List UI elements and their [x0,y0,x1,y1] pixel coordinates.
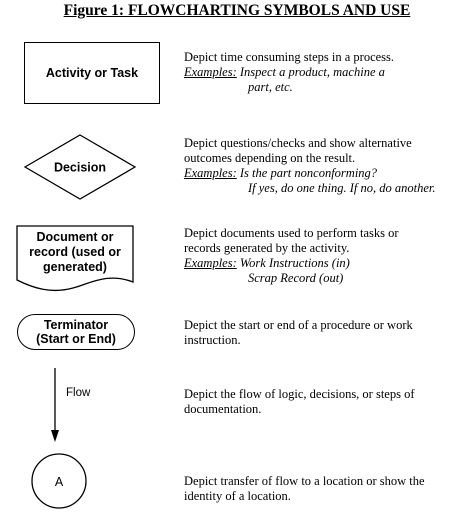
terminator-desc-line: instruction. [184,333,241,347]
activity-symbol [24,42,160,104]
document-symbol-label: record (used or [29,245,121,259]
flow-desc-line: Depict the flow of logic, decisions, or steps of [184,387,415,401]
document-examples-label: Examples: [184,256,237,270]
document-desc-line: records generated by the activity. [184,241,350,255]
decision-symbol-label: Decision [53,160,107,175]
activity-example-line: Inspect a product, machine a [239,65,385,79]
document-symbol-label: generated) [43,260,107,274]
document-desc-line: Depict documents used to perform tasks or [184,226,399,240]
terminator-symbol-label: Terminator [43,318,109,332]
decision-symbol [24,134,136,200]
flow-desc-line: documentation. [184,402,262,416]
activity-example-line: part, etc. [248,80,293,94]
terminator-symbol-label: (Start or End) [36,332,116,346]
terminator-description [184,318,470,348]
connector-desc-line: identity of a location. [184,489,291,503]
figure-title: Figure 1: FLOWCHARTING SYMBOLS AND USE [63,2,411,19]
activity-examples-label: Examples: [184,65,237,79]
activity-symbol-label: Activity or Task [45,66,139,80]
flow-description [184,387,470,417]
document-description [184,226,470,286]
terminator-desc-line: Depict the start or end of a procedure or work [184,318,413,332]
decision-desc-line: Depict questions/checks and show alternative [184,136,412,150]
connector-desc-line: Depict transfer of flow to a location or show the [184,474,425,488]
terminator-symbol [17,314,135,350]
connector-description [184,474,470,504]
decision-examples-label: Examples: [184,166,237,180]
flow-arrow-label: Flow [66,387,91,399]
document-symbol [15,224,135,296]
document-example-line: Scrap Record (out) [248,271,344,285]
connector-symbol-label: A [54,475,64,489]
decision-example-line: If yes, do one thing. If no, do another. [248,181,436,195]
connector-symbol [30,452,88,510]
document-symbol-label: Document or [36,230,114,244]
decision-example-line: Is the part nonconforming? [239,166,378,180]
decision-description [184,136,470,196]
flow-arrow-symbol [44,366,104,444]
document-example-line: Work Instructions (in) [239,256,350,270]
decision-desc-line: outcomes depending on the result. [184,151,356,165]
activity-description [184,50,470,95]
activity-desc-line: Depict time consuming steps in a process. [184,50,395,64]
